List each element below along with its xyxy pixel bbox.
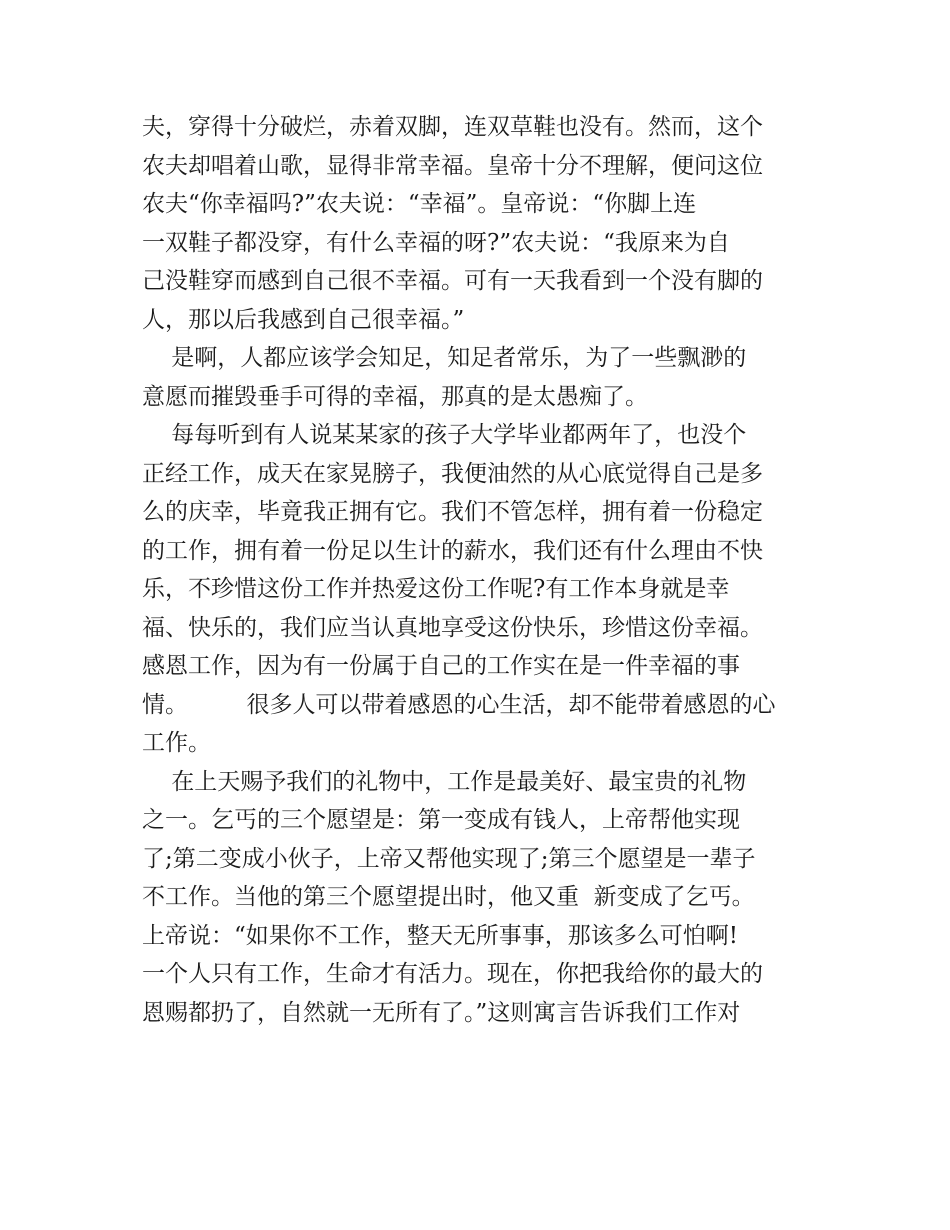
text-line: 意愿而摧毁垂手可得的幸福，那真的是太愚痴了。 xyxy=(142,383,648,410)
text-line: 农夫却唱着山歌，显得非常幸福。皇帝十分不理解，便问这位 xyxy=(142,152,763,179)
text-line: 夫，穿得十分破烂，赤着双脚，连双草鞋也没有。然而，这个 xyxy=(142,114,763,140)
text-line: 一个人只有工作，生命才有活力。现在，你把我给你的最大的 xyxy=(142,961,763,987)
text-line: 恩赐都扔了，自然就一无所有了。”这则寓言告诉我们工作对 xyxy=(142,999,741,1026)
text-line: 己没鞋穿而感到自己很不幸福。可有一天我看到一个没有脚的 xyxy=(142,268,763,294)
text-line: 的工作，拥有着一份足以生计的薪水，我们还有什么理由不快 xyxy=(142,537,763,564)
text-line: 感恩工作，因为有一份属于自己的工作实在是一件幸福的事 xyxy=(142,653,740,679)
text-line: 情。 很多人可以带着感恩的心生活，却不能带着感恩的心 xyxy=(142,691,776,718)
text-line: 之一。乞丐的三个愿望是：第一变成有钱人，上帝帮他实现 xyxy=(142,807,740,833)
text-line: 不工作。当他的第三个愿望提出时，他又重 新变成了乞丐。 xyxy=(142,884,755,910)
text-line: 乐，不珍惜这份工作并热爱这份工作呢?有工作本身就是幸 xyxy=(142,576,730,602)
text-line: 每每听到有人说某某家的孩子大学毕业都两年了，也没个 xyxy=(142,422,747,448)
text-line: 上帝说：“如果你不工作，整天无所事事，那该多么可怕啊! xyxy=(142,922,739,949)
text-line: 了;第二变成小伙子，上帝又帮他实现了;第三个愿望是一辈子 xyxy=(142,845,756,872)
document-body xyxy=(142,108,822,1032)
text-line: 福、快乐的，我们应当认真地享受这份快乐，珍惜这份幸福。 xyxy=(142,614,763,641)
text-line: 农夫“你幸福吗?”农夫说：“幸福”。皇帝说：“你脚上连 xyxy=(142,191,697,217)
text-line: 工作。 xyxy=(142,730,211,756)
text-line: 人，那以后我感到自己很幸福。” xyxy=(142,306,465,333)
text-line: 在上天赐予我们的礼物中，工作是最美好、最宝贵的礼物 xyxy=(142,768,747,795)
text-line: 么的庆幸，毕竟我正拥有它。我们不管怎样，拥有着一份稳定 xyxy=(142,499,763,525)
text-line: 是啊，人都应该学会知足，知足者常乐，为了一些飘渺的 xyxy=(142,345,747,371)
text-line: 一双鞋子都没穿，有什么幸福的呀?”农夫说：“我原来为自 xyxy=(142,229,730,256)
text-line: 正经工作，成天在家晃膀子，我便油然的从心底觉得自己是多 xyxy=(142,460,763,487)
